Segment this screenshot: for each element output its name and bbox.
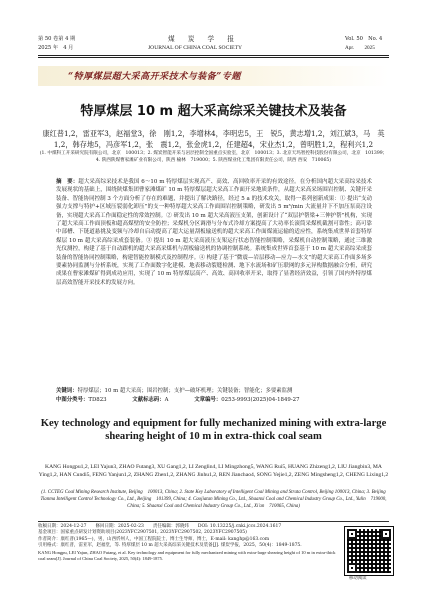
author-list-en: KANG Hongpu1,2, LEI Yajun3, ZHAO Futang3, XU Gang1,2, LI Zenglin4, LI Mingzhong5, WANG Rui5, HUANG Zhizeng1,2, LIU Jiangbin3, MA Ying1,2, HAN Cundi5, FENG Yanjun1,2, ZHANG Zhen1,2, ZHANG Jinhu1,2, REN Jianchao4, SONG Yejie1,2, ZENG Mingsheng1,2, CHENG Lixing1,2 bbox=[38, 464, 389, 478]
volume-issue-cn: 第 50 卷第 4 期 bbox=[38, 36, 76, 42]
journal-name-cn: 煤 炭 学 报 bbox=[168, 35, 234, 43]
clc-value: TD823 bbox=[88, 397, 107, 403]
funding-note: 基金项目：国家重点研发计划资助项目(2023YFC2907501, 2023YFC2907502, 2023YFC2907505) bbox=[38, 530, 247, 536]
keywords-cn bbox=[56, 387, 372, 395]
footnote-separator bbox=[38, 521, 389, 522]
received-dates: 收稿日期：2024-12-27 修回日期：2025-02-23 责任编辑：郭晓炜 DOI: 10.13225/j.cnki.jccs.2024.1617 bbox=[38, 524, 282, 529]
qr-caption: 移动阅读 bbox=[349, 576, 367, 581]
qr-code[interactable] bbox=[345, 527, 393, 575]
article-title-en: Key technology and equipment for fully mechanized mining with extra-large shearing height of 10 m in extra-thick coal seam bbox=[40, 418, 387, 442]
special-issue-label: “特厚煤层超大采高开采技术与装备”专题 bbox=[68, 72, 241, 82]
author-bio: 作者简介：康红普(1965—)，男，山西忻州人，中国工程院院士，博士生导师，博士，E-mail: kanghp@163.com bbox=[38, 536, 270, 542]
article-number-value: 0253-9993(2025)04-1849-27 bbox=[221, 397, 300, 403]
date-en: Apr. 2025 bbox=[345, 45, 375, 51]
qr-finder bbox=[381, 529, 391, 539]
qr-finder bbox=[347, 563, 357, 573]
journal-name-en: JOURNAL OF CHINA COAL SOCIETY bbox=[148, 45, 243, 51]
affiliations-en: (1. CCTEG Coal Mining Research Institute, Beijing 100013, China; 2. State Key Laboratory of Intelligent Coal Mining and Strata Control, Beijing 100013, China; 3. Beijing Tianma Intelligent Control Technology Co., Ltd., Beijing 101399, China; 4. Caojiatan Mining Co., Ltd., Shaanxi Coal and Chemical Industry Group Co., Ltd., Yulin 719000, China; 5. Shaanxi Coal and Chemical Industry Group Co., Ltd., Xi'an 710065, China) bbox=[40, 490, 387, 509]
citation-cn: 引用格式：康红普，雷亚军，赵福堂，等. 特厚煤层 10 m 超大采高综采关键技术及装备[J]. 煤炭学报，2025，50(4)：1849-1875. bbox=[38, 543, 302, 549]
abstract-text: 超大采高综采技术是我国 6～10 m 特厚煤层实现高产、高效、高回收率开采的有效途径。在分析国内超大采高综采技术发展现状的基础上，围绕陕煤集团曹家滩煤矿 10 m 特厚煤层超大采高工作面开采地质条件，从超大采高采场围岩控制、关键开采装备、智能协同控制 3 个方面分析了存在的难题，并提出了解决路径，经过 5 a 的技术攻关，取得一系列创新成果：① 提出“支动强力支撑与特护+区域压裂弱化卸压”的支一种特厚超大采高工作面围岩控制策略，研发出 5 m³/min 大流量并下不加压泵高注设备，实现超大采高工作面稳定性的常效控制。② 研发出 10 m 超大采高液压支架，创新设计了“双层护帮梁+三伸护帮”机构，实现了超大采高工作面顶板和超高煤壁的安全防控；采煤机分区调滑与分布式冷却方案提高了大功率长滚筒采煤机截割可靠性；高可靠中部槽、下链道悬挑及变频与冷却自启动提高了超大运量刮板输送机的超大采高工作面煤流运输的适应性，系统集成世界首套特厚煤层 10 m 超大采高综采成套装备。③ 提出 10 m 超大采高液压支架运行状态智能控制策略，采煤机自动控制策略，通过三维激光仪测控，构建了基于自动跟机的超大采高采煤机与刮板输送机的协调控制系统。系统集成世界首套基于 10 m 超大采高综采成套装备的智能协同控制策略，构建智能控制模式及控制程序。④ 构建了基于“微震—岩层移动—应力—水文”的超大采高工作面多场多要素协同监测与分析系统，实现了工作面数字化建模、地表移动裂缝检测、地下水流场和矿压联网的多元异构数据融合分析，研究成果在曹家滩煤矿得到成功应用，实现了 10 m 特厚煤层高产、高效、高回收率开采，取得了显著经济效益，引领了国内外特厚煤层高效智能开采技术的发展方向。 bbox=[56, 179, 372, 286]
volume-issue-en: Vol. 50 No. 4 bbox=[345, 36, 383, 42]
abstract-label: 摘 要： bbox=[56, 179, 79, 185]
doc-code-value: A bbox=[164, 397, 169, 403]
article-number-label: 文章编号： bbox=[194, 397, 222, 403]
citation-en: KANG Hongpu, LEI Yajun, ZHAO Futang, et al. Key technology and equipment for fully mechanized mining with extra-large shearing height of 10 m in extra-thick coal seam[J]. Journal of China Coal Society, 2025, 50(4): 1849-1875. bbox=[38, 549, 336, 562]
article-title-cn: 特厚煤层 10 m 超大采高综采关键技术及装备 bbox=[80, 104, 347, 119]
header-rule-thin bbox=[38, 57, 389, 58]
keywords-label: 关键词： bbox=[56, 388, 78, 394]
keywords-text: 特厚煤层；10 m 超大采高；围岩控制；支护—破坏机理；关键装备；智能化；多要素监测 bbox=[77, 388, 293, 394]
affiliations-cn: (1. 中煤科工开采研究院有限公司，北京 100013；2. 煤炭智能开采与岩层控制全国重点实验室，北京 100013；3. 北京天玛智控科技股份有限公司，北京 101399；4. 陕西陕煤曹家滩矿业有限公司，陕西 榆林 719000；5. 陕西煤业化工集团有限责任公司，陕西 西安 710065) bbox=[39, 151, 388, 163]
special-issue-banner bbox=[38, 66, 389, 86]
clc-label: 中图分类号： bbox=[56, 397, 89, 403]
footnotes bbox=[38, 524, 338, 562]
classification-line bbox=[56, 396, 372, 404]
abstract-cn bbox=[56, 178, 372, 287]
doc-code-label: 文献标志码： bbox=[132, 397, 165, 403]
qr-finder bbox=[347, 529, 357, 539]
author-list-cn: 康红普1,2，雷亚军3，赵福堂3，徐 刚1,2，李增林4，李明忠5，王 锐5，黄志增1,2，刘江斌3，马 英1,2，韩存地5，冯彦军1,2，张 震1,2，张金虎1,2，任建超4，宋业杰1,2，曾明胜1,2，程利兴1,2 bbox=[42, 129, 385, 149]
header-rule bbox=[38, 55, 389, 56]
date-cn: 2025 年 4 月 bbox=[38, 45, 74, 51]
